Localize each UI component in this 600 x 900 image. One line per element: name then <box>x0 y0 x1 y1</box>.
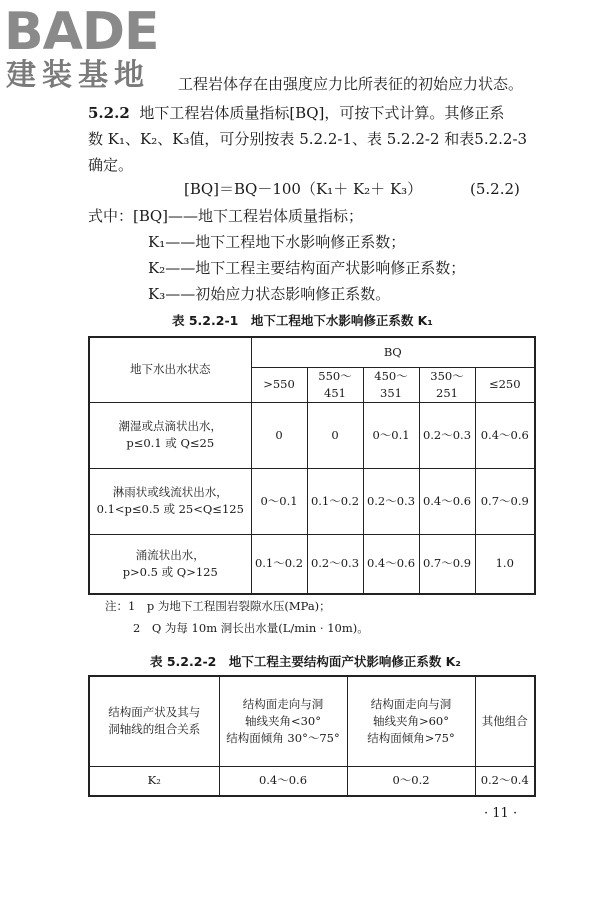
def-k1: K₁——地下工程地下水影响修正系数； <box>148 233 406 251</box>
def-k2: K₂——地下工程主要结构面产状影响修正系数； <box>148 259 466 277</box>
table-k2 <box>88 675 536 797</box>
table-row <box>89 402 535 468</box>
t1-state-line: 淋雨状或线流状出水， <box>112 485 228 499</box>
t1-cell: 0.4～0.6 <box>419 468 475 534</box>
t2-header-cell: 其他组合 <box>475 676 535 766</box>
table2-caption: 表 5.2.2-2 地下工程主要结构面产状影响修正系数 K₂ <box>150 654 461 669</box>
t2-row-label: K₂ <box>89 766 219 796</box>
t1-cell: 0 <box>251 402 307 468</box>
t1-cell: 0 <box>307 402 363 468</box>
section-line-2: 数 K₁、K₂、K₃值，可分别按表 5.2.2-1、表 5.2.2-2 和表5.2.2-3 <box>88 130 528 148</box>
t1-row-header: 地下水出水状态 <box>89 337 251 402</box>
t2-header-line: 结构面产状及其与 <box>108 705 201 720</box>
formula-number: (5.2.2) <box>470 180 520 198</box>
t1-cell: 1.0 <box>475 534 535 594</box>
t1-cell: 0.2～0.3 <box>363 468 419 534</box>
section-text-1: 地下工程岩体质量指标[BQ]，可按下式计算。其修正系 <box>139 104 505 122</box>
t1-cell: 0.4～0.6 <box>363 534 419 594</box>
t1-state-line: 涌流状出水， <box>135 547 205 562</box>
t2-header-line: 轴线夹角>60° <box>372 713 450 728</box>
t1-cell: 0～0.1 <box>251 468 307 534</box>
t1-note-1: 注：1 p 为地下工程围岩裂隙水压(MPa)； <box>105 599 331 613</box>
section-line-1 <box>88 102 504 124</box>
t1-col-header: ≤250 <box>475 367 535 402</box>
table-k1 <box>88 336 536 595</box>
t2-header-cell <box>347 676 475 766</box>
t1-state-cell <box>89 534 251 594</box>
table-row <box>89 468 535 534</box>
table1-caption: 表 5.2.2-1 地下工程地下水影响修正系数 K₁ <box>172 313 433 328</box>
t1-cell: 0.2～0.3 <box>419 402 475 468</box>
t1-state-line: 0.1<p≤0.5 或 25<Q≤125 <box>96 502 244 516</box>
t1-state-line: p>0.5 或 Q>125 <box>122 564 218 579</box>
t2-header-line: 洞轴线的组合关系 <box>108 722 201 737</box>
t2-cell: 0.4～0.6 <box>219 766 347 796</box>
t1-group-header: BQ <box>251 337 535 367</box>
brand-logo: BADE <box>4 2 159 62</box>
t1-col-header: 450～351 <box>363 367 419 402</box>
t2-header-line: 结构面倾角>75° <box>367 730 455 745</box>
def-k3: K₃——初始应力状态影响修正系数。 <box>148 285 391 303</box>
t1-state-line: p≤0.1 或 Q≤25 <box>126 436 215 450</box>
t2-header-line: 轴线夹角<30° <box>244 713 322 728</box>
t1-state-cell <box>89 402 251 468</box>
t1-state-cell <box>89 468 251 534</box>
section-number: 5.2.2 <box>88 104 130 122</box>
t2-cell: 0～0.2 <box>347 766 475 796</box>
t2-header-line: 结构面倾角 30°～75° <box>226 730 340 745</box>
t1-cell: 0.7～0.9 <box>419 534 475 594</box>
t1-col-header: >550 <box>251 367 307 402</box>
t2-header-cell <box>219 676 347 766</box>
t1-cell: 0～0.1 <box>363 402 419 468</box>
t2-header-line: 结构面走向与洞 <box>242 696 324 711</box>
t1-cell: 0.7～0.9 <box>475 468 535 534</box>
section-line-3: 确定。 <box>88 156 134 174</box>
t1-cell: 0.4～0.6 <box>475 402 535 468</box>
page-number: · 11 · <box>484 806 518 821</box>
t2-header-cell <box>89 676 219 766</box>
t2-header-line: 结构面走向与洞 <box>370 696 452 711</box>
t1-cell: 0.1～0.2 <box>307 468 363 534</box>
t1-cell: 0.2～0.3 <box>307 534 363 594</box>
paragraph-top: 工程岩体存在由强度应力比所表征的初始应力状态。 <box>178 75 524 93</box>
t1-col-header: 550～451 <box>307 367 363 402</box>
brand-tagline: 建装基地 <box>6 58 150 93</box>
t1-cell: 0.1～0.2 <box>251 534 307 594</box>
t2-cell: 0.2～0.4 <box>475 766 535 796</box>
t1-note-2: 2 Q 为每 10m 洞长出水量(L/min · 10m)。 <box>133 621 369 635</box>
formula-expression: [BQ]＝BQ－100（K₁＋ K₂＋ K₃） <box>184 180 423 198</box>
t1-state-line: 潮湿或点滴状出水， <box>118 419 222 433</box>
table-row <box>89 766 535 796</box>
t1-col-header: 350～251 <box>419 367 475 402</box>
def-intro: 式中：[BQ]——地下工程岩体质量指标； <box>88 207 364 225</box>
table-row <box>89 534 535 594</box>
